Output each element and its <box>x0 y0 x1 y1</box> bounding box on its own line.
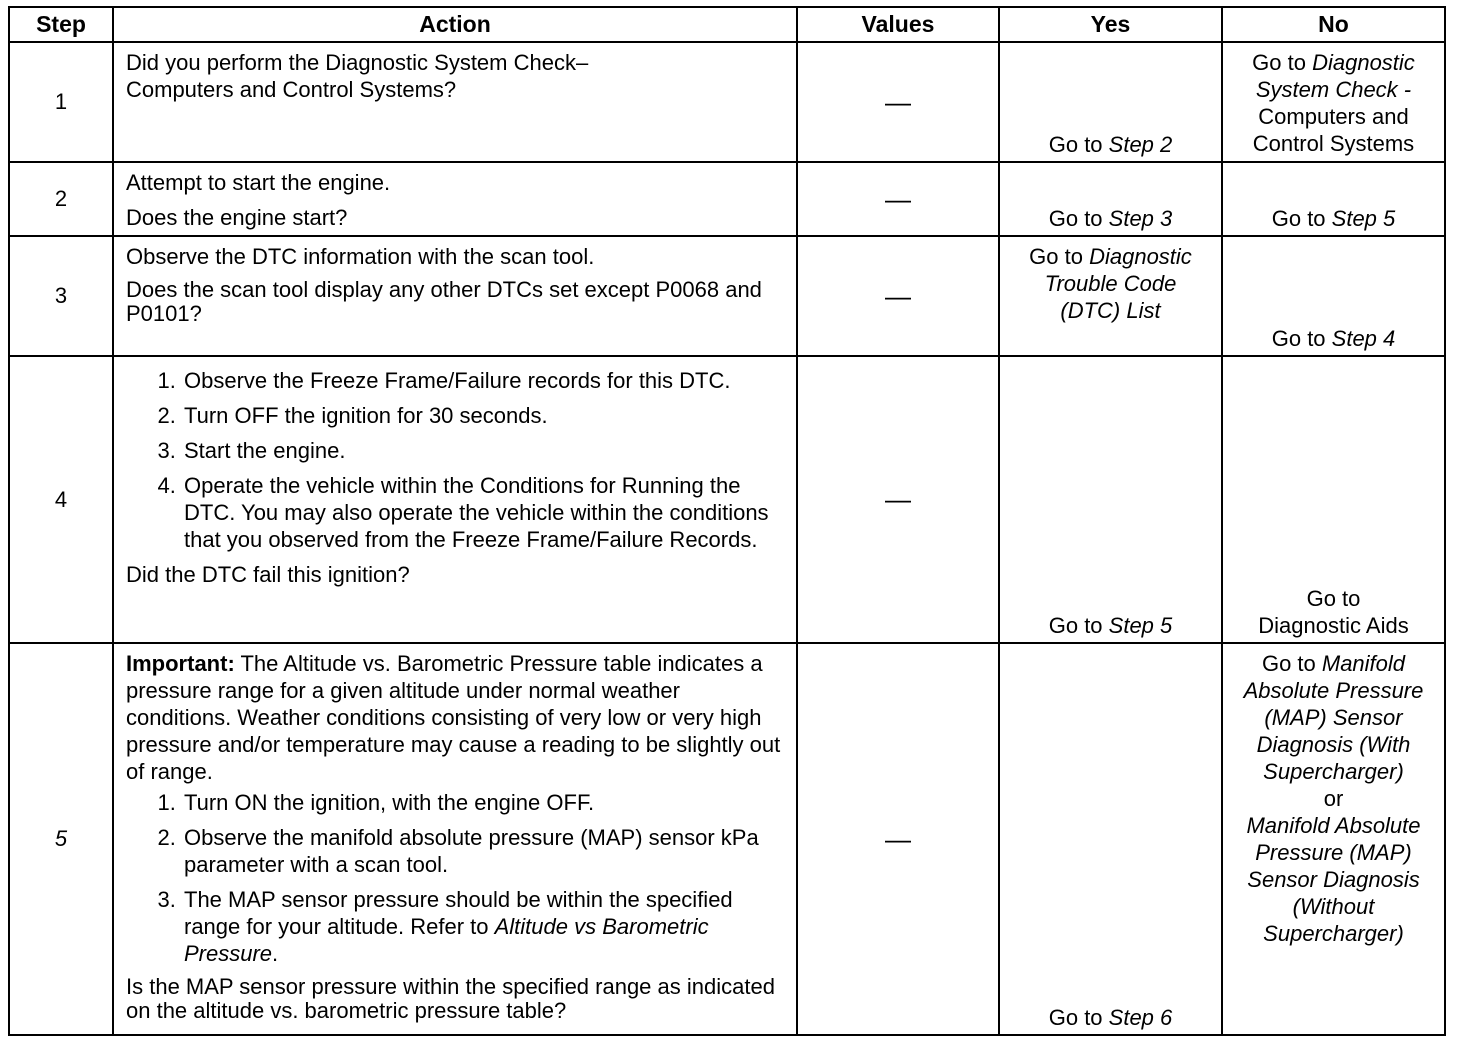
step-number: 2 <box>9 162 113 236</box>
link-altitude-vs-barometric[interactable]: Altitude vs Barometric Pressure <box>184 914 709 966</box>
action-steps-list <box>126 367 786 553</box>
link-step-3[interactable]: Step 3 <box>1108 206 1173 231</box>
no-cell: Go to Step 5 <box>1222 162 1445 236</box>
yes-cell: Go to Diagnostic Trouble Code (DTC) List <box>999 236 1222 356</box>
no-go-to: Go to <box>1306 586 1361 611</box>
action-steps-list <box>126 789 786 967</box>
table-row <box>9 162 1445 236</box>
list-item: 2. Observe the manifold absolute pressure (MAP) sensor kPa parameter with a scan tool. <box>182 824 786 878</box>
step-number: 3 <box>9 236 113 356</box>
important-label: Important: <box>126 651 235 676</box>
link-diagnostic-system-check[interactable]: Diagnostic System Check - <box>1255 50 1415 102</box>
action-question: Does the scan tool display any other DTCs set except P0068 and P0101? <box>126 277 762 326</box>
link-diagnostic-aids[interactable]: Diagnostic Aids <box>1258 613 1409 638</box>
list-item: 1. Observe the Freeze Frame/Failure records for this DTC. <box>182 367 786 394</box>
link-step-4[interactable]: Step 4 <box>1331 326 1396 351</box>
no-cell: Go to Step 4 <box>1222 236 1445 356</box>
action-text: Did you perform the Diagnostic System Check– Computers and Control Systems? <box>126 50 589 102</box>
diagnostic-table <box>8 6 1446 1036</box>
header-action: Action <box>113 7 797 42</box>
list-item: 1. Turn ON the ignition, with the engine OFF. <box>182 789 786 816</box>
action-question: Did the DTC fail this ignition? <box>126 562 410 587</box>
table-row <box>9 356 1445 643</box>
action-question: Does the engine start? <box>126 205 348 230</box>
list-item: 2. Turn OFF the ignition for 30 seconds. <box>182 402 786 429</box>
header-step: Step <box>9 7 113 42</box>
step-number: 1 <box>9 42 113 162</box>
step-number: 5 <box>9 643 113 1035</box>
step-number: 4 <box>9 356 113 643</box>
link-map-sensor-with-supercharger[interactable]: Manifold Absolute Pressure (MAP) Sensor Diagnosis (With Supercharger) <box>1243 651 1424 784</box>
link-step-6[interactable]: Step 6 <box>1108 1005 1173 1030</box>
action-cell <box>113 162 797 236</box>
link-dtc-list[interactable]: Diagnostic Trouble Code (DTC) List <box>1044 244 1192 323</box>
no-cell <box>1222 356 1445 643</box>
no-cell: Go to Manifold Absolute Pressure (MAP) Sensor Diagnosis (With Supercharger) or Manifold Absolute Pressure (MAP) Sensor Diagnosis (Without Supercharger) <box>1222 643 1445 1035</box>
link-step-2[interactable]: Step 2 <box>1108 132 1173 157</box>
action-cell <box>113 643 797 1035</box>
action-cell <box>113 356 797 643</box>
values-cell: — <box>797 236 999 356</box>
link-step-5[interactable]: Step 5 <box>1331 206 1396 231</box>
table-row <box>9 643 1445 1035</box>
link-step-5[interactable]: Step 5 <box>1108 613 1173 638</box>
action-cell <box>113 236 797 356</box>
action-text: Attempt to start the engine. <box>126 170 391 195</box>
header-values: Values <box>797 7 999 42</box>
yes-cell: Go to Step 5 <box>999 356 1222 643</box>
action-cell <box>113 42 797 162</box>
values-cell: — <box>797 356 999 643</box>
table-header-row <box>9 7 1445 42</box>
no-rest-text: Computers and Control Systems <box>1252 104 1415 156</box>
action-question: Is the MAP sensor pressure within the specified range as indicated on the altitude vs. barometric pressure table? <box>126 974 775 1023</box>
important-note: Important: The Altitude vs. Barometric Pressure table indicates a pressure range for a given altitude under normal weather conditions. Weather conditions consisting of very low or very high pressure and/or temperature may cause a reading to be slightly out of range. <box>126 651 781 784</box>
header-no: No <box>1222 7 1445 42</box>
table-row <box>9 42 1445 162</box>
table-row <box>9 236 1445 356</box>
or-text: or <box>1323 786 1344 811</box>
values-cell: — <box>797 42 999 162</box>
header-yes: Yes <box>999 7 1222 42</box>
yes-cell: Go to Step 3 <box>999 162 1222 236</box>
values-cell: — <box>797 643 999 1035</box>
no-cell: Go to Diagnostic System Check - Computers and Control Systems <box>1222 42 1445 162</box>
values-cell: — <box>797 162 999 236</box>
yes-cell: Go to Step 6 <box>999 643 1222 1035</box>
list-item: 3. Start the engine. <box>182 437 786 464</box>
yes-cell: Go to Step 2 <box>999 42 1222 162</box>
link-map-sensor-without-supercharger[interactable]: Manifold Absolute Pressure (MAP) Sensor Diagnosis (Without Supercharger) <box>1246 813 1421 946</box>
action-text: Observe the DTC information with the scan tool. <box>126 244 595 269</box>
list-item: 3. The MAP sensor pressure should be within the specified range for your altitude. Refer to Altitude vs Barometric Pressure. <box>182 886 786 967</box>
list-item: 4. Operate the vehicle within the Conditions for Running the DTC. You may also operate the vehicle within the conditions that you observed from the Freeze Frame/Failure Records. <box>182 472 786 553</box>
